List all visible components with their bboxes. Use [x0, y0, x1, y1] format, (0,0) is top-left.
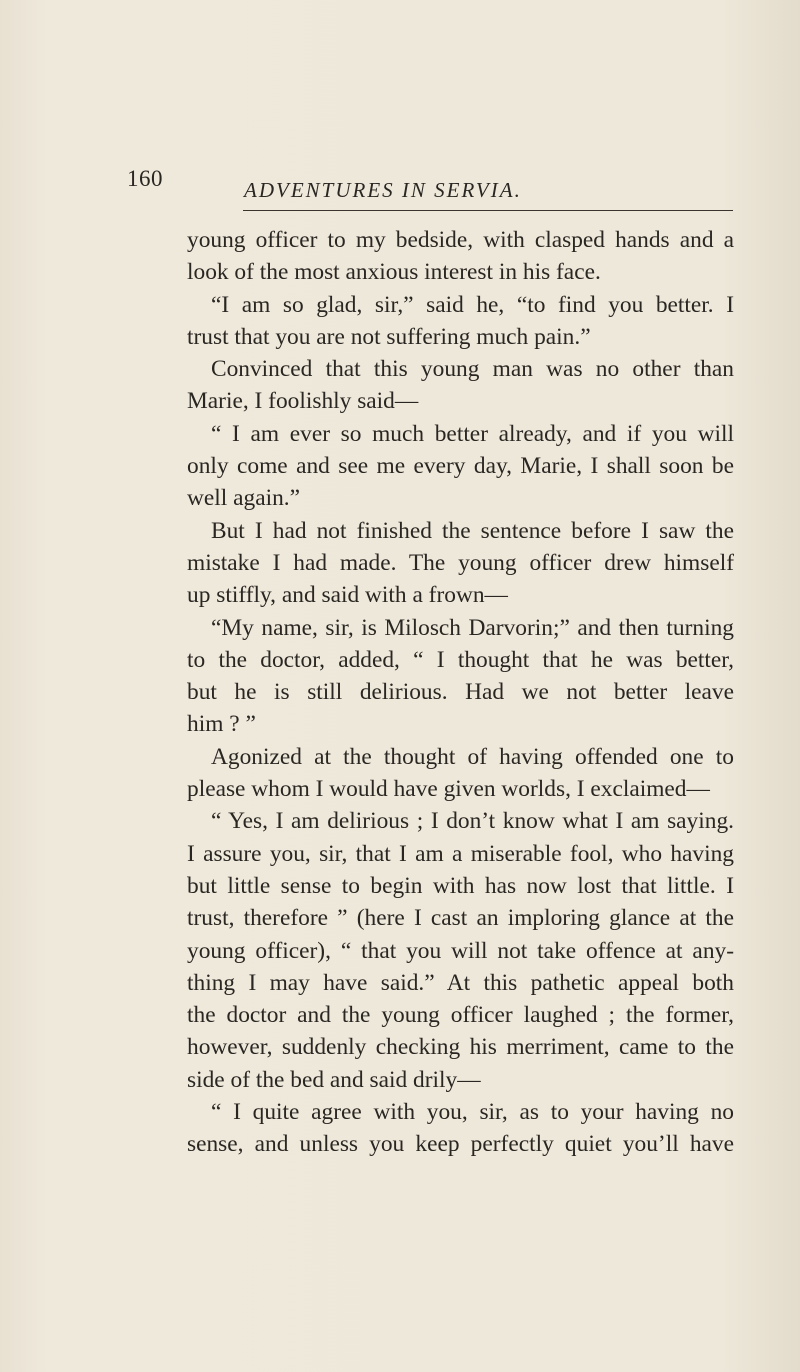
- text-line: well again.”: [187, 485, 301, 512]
- text-line: however, suddenly checking his merriment, came to the: [187, 1034, 734, 1061]
- text-line: “ I am ever so much better already, and if you will: [211, 420, 734, 447]
- text-line: but he is still delirious. Had we not better leave: [187, 679, 734, 706]
- body-text: [187, 224, 734, 1161]
- text-line: Marie, I foolishly said—: [187, 388, 419, 415]
- text-line: him ? ”: [187, 711, 256, 738]
- text-line: sense, and unless you keep perfectly quiet you’ll have: [187, 1131, 734, 1158]
- text-line: But I had not finished the sentence before I saw the: [211, 517, 734, 544]
- text-line: “ Yes, I am delirious ; I don’t know what I am saying.: [211, 808, 734, 835]
- text-line: to the doctor, added, “ I thought that he was better,: [187, 646, 734, 673]
- text-line: up stiffly, and said with a frown—: [187, 582, 508, 609]
- text-line: “ I quite agree with you, sir, as to your having no: [211, 1099, 734, 1126]
- text-line: please whom I would have given worlds, I exclaimed—: [187, 776, 710, 803]
- text-line: look of the most anxious interest in his face.: [187, 259, 601, 286]
- text-line: only come and see me every day, Marie, I shall soon be: [187, 453, 734, 480]
- page-header: [0, 166, 800, 202]
- text-line: side of the bed and said drily—: [187, 1066, 481, 1093]
- text-line: the doctor and the young officer laughed ; the former,: [187, 1002, 734, 1029]
- text-line: “I am so glad, sir,” said he, “to find you better. I: [211, 291, 734, 318]
- text-line: Convinced that this young man was no other than: [211, 356, 734, 383]
- text-line: trust, therefore ” (here I cast an imploring glance at the: [187, 905, 734, 932]
- text-line: Agonized at the thought of having offended one to: [211, 743, 734, 770]
- text-line: “My name, sir, is Milosch Darvorin;” and then turning: [211, 614, 734, 641]
- text-line: young officer to my bedside, with clasped hands and a: [187, 227, 734, 253]
- text-line: I assure you, sir, that I am a miserable fool, who having: [187, 840, 734, 867]
- text-line: trust that you are not suffering much pain.”: [187, 323, 591, 350]
- page-number: 160: [127, 166, 163, 191]
- text-line: young officer), “ that you will not take offence at any-: [187, 937, 734, 964]
- text-line: mistake I had made. The young officer drew himself: [187, 549, 734, 576]
- text-line: thing I may have said.” At this pathetic appeal both: [187, 969, 734, 996]
- header-rule: [243, 210, 733, 211]
- running-title: ADVENTURES IN SERVIA.: [244, 178, 522, 202]
- text-line: but little sense to begin with has now lost that little. I: [187, 872, 734, 899]
